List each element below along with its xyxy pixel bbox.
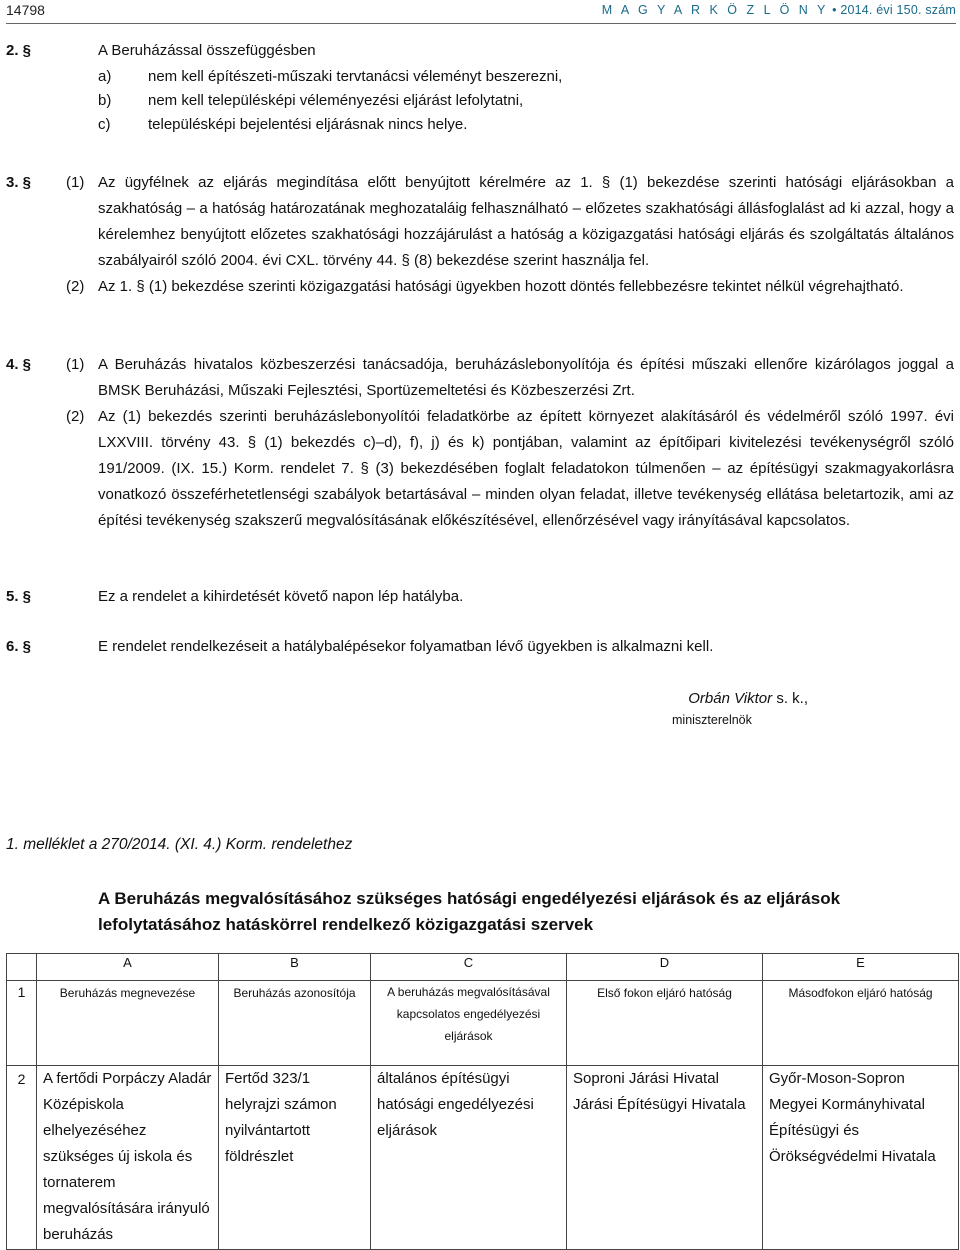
section-number: 5. § [6, 588, 32, 605]
paragraph-mark: (2) [66, 408, 85, 425]
section-body [98, 38, 954, 136]
annex-reference: 1. melléklet a 270/2014. (XI. 4.) Korm. rendelethez [6, 836, 353, 853]
section-text: E rendelet rendelkezéseit a hatálybalépésekor folyamatban lévő ügyekben is alkalmazni kell. [98, 638, 714, 655]
data-cell: Soproni Járási Hivatal Járási Építésügyi Hivatala [567, 1066, 763, 1250]
paragraph-mark: (1) [66, 174, 85, 191]
section-number: 4. § [6, 356, 32, 373]
header-cell: Beruházás megnevezése [37, 981, 219, 1066]
section-number: 2. § [6, 42, 32, 59]
section-2 [6, 38, 954, 148]
annex-table [6, 953, 959, 1250]
list-letter: b) [98, 92, 112, 109]
signatory-title: miniszterelnök [672, 713, 752, 727]
list-text: nem kell településképi véleményezési eljárást lefolytatni, [148, 92, 524, 109]
paragraph-text: Az (1) bekezdés szerinti beruházáslebonyolítói feladatkörbe az épített környezet alakításáról és védelméről szóló 1997. évi LXXVIII. törvény 43. § (1) bekezdés c)–d), f), j) és k) pontjában, valamint az építőipari kivitelezési tevékenységről szóló 191/2009. (IX. 15.) Korm. rendelet 7. § (3) bekezdésében foglalt feladatokon túlmenően – az építésügyi szakmagyakorlásra vonatkozó összeférhetetlenségi szabályok betartásával – minden olyan feladat, illetve tevékenység ellátása beletartozik, ami az építési tevékenység szakszerű megvalósításának előkészítésével, ellenőrzésével vagy irányításával kapcsolatos. [98, 408, 954, 529]
table-column-letters [7, 954, 959, 981]
section-6 [6, 634, 954, 660]
signatory-name: Orbán Viktor [688, 690, 773, 707]
issue-number: 2014. évi 150. szám [840, 3, 956, 17]
header-cell: A beruházás megvalósításával kapcsolatos engedélyezési eljárások [371, 981, 567, 1066]
table-header-row [7, 981, 959, 1066]
section-number: 6. § [6, 638, 32, 655]
section-text: Ez a rendelet a kihirdetését követő napon lép hatályba. [98, 588, 464, 605]
paragraph-mark: (2) [66, 278, 85, 295]
section-4 [6, 352, 954, 562]
list-item [98, 64, 954, 88]
annex-title: A Beruházás megvalósításához szükséges hatósági engedélyezési eljárások és az eljárások lefolytatásához hatáskörrel rendelkező közigazgatási szervek [98, 889, 841, 934]
header-cell: Másodfokon eljáró hatóság [763, 981, 959, 1066]
paragraph-text: A Beruházás hivatalos közbeszerzési tanácsadója, beruházáslebonyolítója és építési műszaki ellenőre kizárólagos joggal a BMSK Beruházási, Műszaki Fejlesztési, Sportüzemeltetési és Közbeszerzési Zrt. [98, 356, 954, 399]
list-letter: c) [98, 116, 111, 133]
data-cell: általános építésügyi hatósági engedélyezési eljárások [371, 1066, 567, 1250]
header-cell: Beruházás azonosítója [219, 981, 371, 1066]
list-text: településképi bejelentési eljárásnak nincs helye. [148, 116, 468, 133]
column-letter: C [371, 954, 567, 981]
column-letter: D [567, 954, 763, 981]
header-bullet: • [832, 3, 837, 17]
data-cell: Győr-Moson-Sopron Megyei Kormányhivatal Építésügyi és Örökségvédelmi Hivatala [763, 1066, 959, 1250]
column-letter: A [37, 954, 219, 981]
paragraph-text: Az ügyfélnek az eljárás megindítása előtt benyújtott kérelmére az 1. § (1) bekezdése szerinti hatósági eljárásokban a szakhatóság – a hatóság határozatának meghozataláig felhasználható – előzetes szakhatósági állásfoglalást ad ki azzal, hogy a kérelemhez benyújtott előzetes szakhatósági hozzájárulást a hatóság a közigazgatási hatósági eljárás és szolgáltatás általános szabályairól szóló 2004. évi CXL. törvény 44. § (8) bekezdése szerint használja fel. [98, 174, 954, 269]
list-text: nem kell építészeti-műszaki tervtanácsi véleményt beszerezni, [148, 68, 563, 85]
table-corner-cell [7, 954, 37, 981]
data-cell: A fertődi Porpáczy Aladár Középiskola elhelyezéséhez szükséges új iskola és tornaterem megvalósítására irányuló beruházás [37, 1066, 219, 1250]
section-3 [6, 170, 954, 330]
column-letter: B [219, 954, 371, 981]
paragraph-mark: (1) [66, 356, 85, 373]
row-number: 1 [7, 981, 37, 1066]
header-rule [6, 23, 956, 24]
list-item [98, 112, 954, 136]
table-row [7, 1066, 959, 1250]
data-cell: Fertőd 323/1 helyrajzi számon nyilvántartott földrészlet [219, 1066, 371, 1250]
signature [688, 690, 808, 707]
row-number: 2 [7, 1066, 37, 1250]
list-item [98, 88, 954, 112]
paragraph-text: Az 1. § (1) bekezdése szerinti közigazgatási hatósági ügyekben hozott döntés fellebbezésre tekintet nélkül végrehajtható. [98, 278, 904, 295]
header-cell: Első fokon eljáró hatóság [567, 981, 763, 1066]
list-letter: a) [98, 68, 112, 85]
column-letter: E [763, 954, 959, 981]
section-number: 3. § [6, 174, 32, 191]
section-5 [6, 584, 954, 610]
publication-name: M A G Y A R K Ö Z L Ö N Y [601, 3, 829, 17]
running-header [602, 3, 956, 17]
signatory-suffix: s. k., [772, 690, 808, 707]
page-number: 14798 [6, 2, 45, 18]
section-intro: A Beruházással összefüggésben [98, 42, 316, 59]
